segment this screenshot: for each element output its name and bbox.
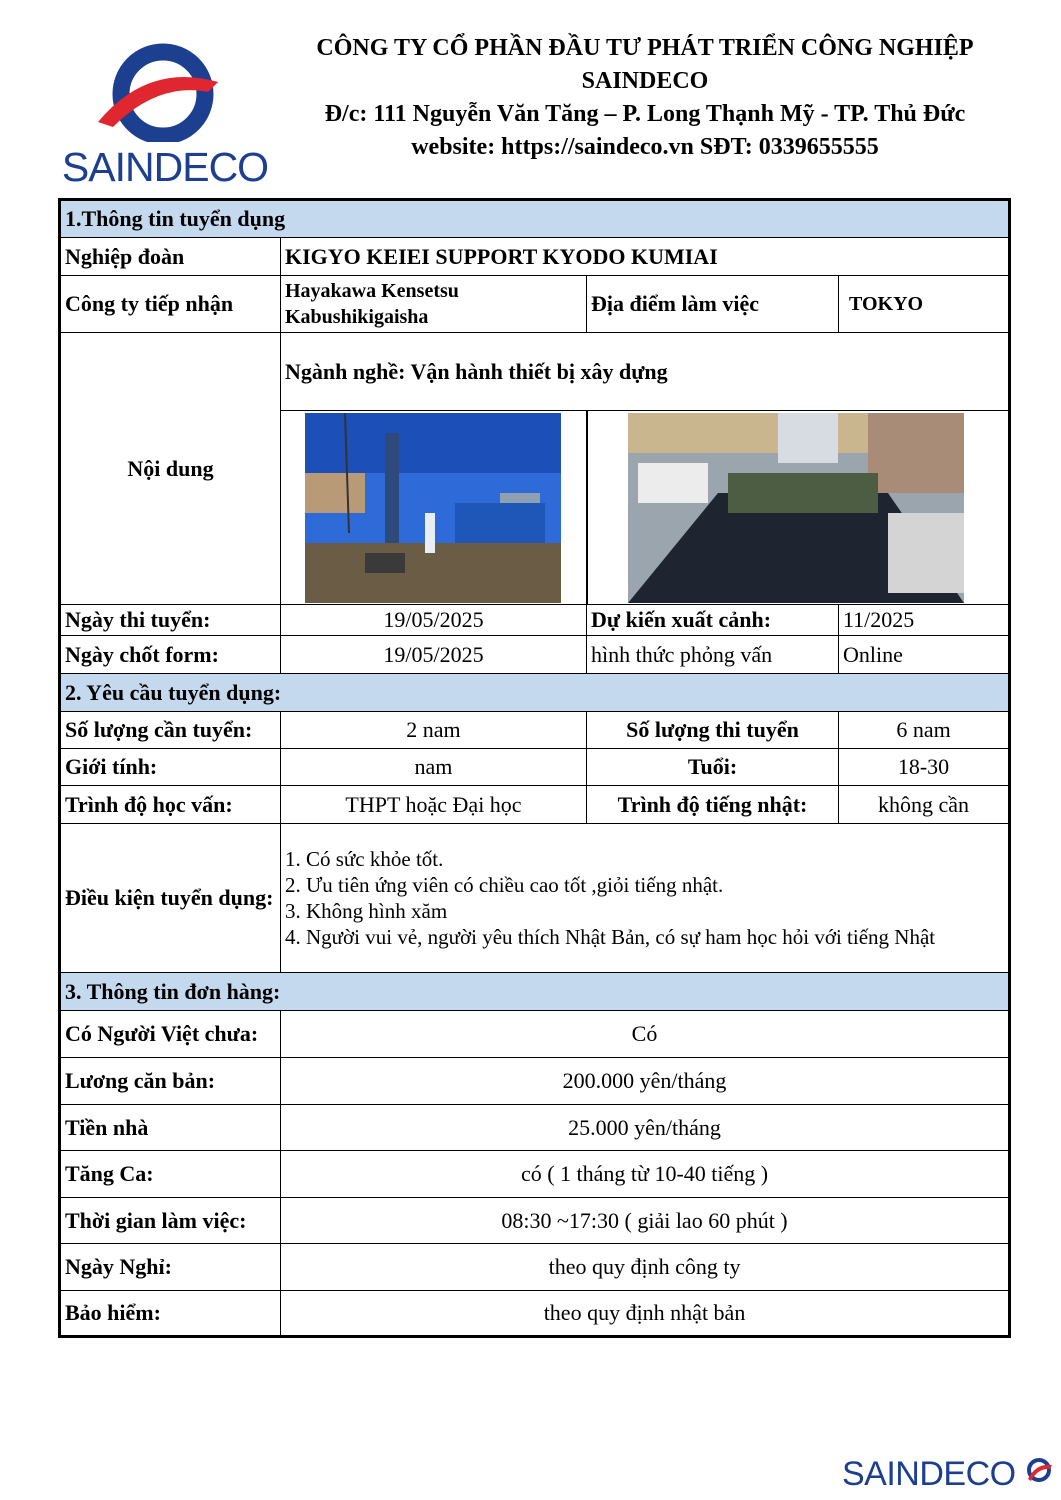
location-label: Địa điểm làm việc <box>587 276 839 333</box>
union-label: Nghiệp đoàn <box>60 238 281 276</box>
condition-item: 3. Không hình xăm <box>285 899 448 923</box>
order-row-label: Thời gian làm việc: <box>60 1198 281 1244</box>
company-logo <box>58 42 272 192</box>
order-row-value: có ( 1 tháng từ 10-40 tiếng ) <box>281 1151 1010 1198</box>
conditions-list <box>281 824 1010 973</box>
order-row-value: 08:30 ~17:30 ( giải lao 60 phút ) <box>281 1198 1010 1244</box>
road-paving-photo <box>628 413 964 603</box>
union-value: KIGYO KEIEI SUPPORT KYODO KUMIAI <box>281 238 1010 276</box>
departure-value: 11/2025 <box>839 605 1010 636</box>
logo-text: SAINDECO <box>61 144 269 190</box>
quota-label: Số lượng cần tuyển: <box>60 712 281 749</box>
candidates-label: Số lượng thi tuyển <box>587 712 839 749</box>
exam-date-value: 19/05/2025 <box>281 605 587 636</box>
section-1-title: 1.Thông tin tuyển dụng <box>60 200 1010 238</box>
education-label: Trình độ học vấn: <box>60 786 281 824</box>
conditions-label: Điều kiện tuyển dụng: <box>60 824 281 973</box>
company-address: Đ/c: 111 Nguyễn Văn Tăng – P. Long Thạnh Mỹ - TP. Thủ Đức <box>324 101 966 127</box>
content-label: Nội dung <box>60 333 281 605</box>
location-value: TOKYO <box>839 276 1010 333</box>
globe-mark-icon <box>1024 1455 1054 1485</box>
globe-logo-icon <box>58 42 272 142</box>
company-header <box>285 32 1005 164</box>
exam-date-label: Ngày thi tuyển: <box>60 605 281 636</box>
order-row-value: 200.000 yên/tháng <box>281 1058 1010 1105</box>
candidates-value: 6 nam <box>839 712 1010 749</box>
interview-label: hình thức phỏng vấn <box>587 636 839 674</box>
order-row-value: 25.000 yên/tháng <box>281 1105 1010 1151</box>
footer-logo <box>842 1455 1057 1500</box>
departure-label: Dự kiến xuất cảnh: <box>587 605 839 636</box>
interview-value: Online <box>839 636 1010 674</box>
order-row-label: Có Người Việt chưa: <box>60 1011 281 1058</box>
footer-logo-text: SAINDECO <box>842 1455 1016 1493</box>
order-row-label: Bảo hiểm: <box>60 1291 281 1337</box>
company-value: Hayakawa Kensetsu Kabushikigaisha <box>281 276 587 333</box>
photo-cell <box>281 411 1010 605</box>
section-3-title: 3. Thông tin đơn hàng: <box>60 973 1010 1011</box>
company-label: Công ty tiếp nhận <box>60 276 281 333</box>
form-deadline-value: 19/05/2025 <box>281 636 587 674</box>
recruitment-table <box>58 198 1011 1338</box>
age-label: Tuổi: <box>587 749 839 786</box>
company-name: CÔNG TY CỔ PHẦN ĐẦU TƯ PHÁT TRIỂN CÔNG NGHIỆP <box>316 35 974 61</box>
company-contact: website: https://saindeco.vn SĐT: 0339655555 <box>411 134 879 160</box>
form-deadline-label: Ngày chốt form: <box>60 636 281 674</box>
condition-item: 4. Người vui vẻ, người yêu thích Nhật Bản, có sự ham học hỏi với tiếng Nhật <box>285 925 936 949</box>
education-value: THPT hoặc Đại học <box>281 786 587 824</box>
order-row-value: theo quy định công ty <box>281 1244 1010 1291</box>
order-row-value: theo quy định nhật bản <box>281 1291 1010 1337</box>
order-row-label: Ngày Nghỉ: <box>60 1244 281 1291</box>
order-row-value: Có <box>281 1011 1010 1058</box>
company-name-brand: SAINDECO <box>581 68 709 94</box>
age-value: 18-30 <box>839 749 1010 786</box>
section-2-title: 2. Yêu cầu tuyển dụng: <box>60 674 1010 712</box>
job-title: Ngành nghề: Vận hành thiết bị xây dựng <box>281 333 1010 411</box>
order-row-label: Tiền nhà <box>60 1105 281 1151</box>
gender-value: nam <box>281 749 587 786</box>
condition-item: 1. Có sức khỏe tốt. <box>285 847 444 871</box>
gender-label: Giới tính: <box>60 749 281 786</box>
construction-drilling-photo <box>305 413 561 603</box>
photo-divider <box>586 411 588 604</box>
japanese-level-label: Trình độ tiếng nhật: <box>587 786 839 824</box>
condition-item: 2. Ưu tiên ứng viên có chiều cao tốt ,giỏi tiếng nhật. <box>285 873 724 897</box>
quota-value: 2 nam <box>281 712 587 749</box>
japanese-level-value: không cần <box>839 786 1010 824</box>
order-row-label: Lương căn bản: <box>60 1058 281 1105</box>
order-row-label: Tăng Ca: <box>60 1151 281 1198</box>
